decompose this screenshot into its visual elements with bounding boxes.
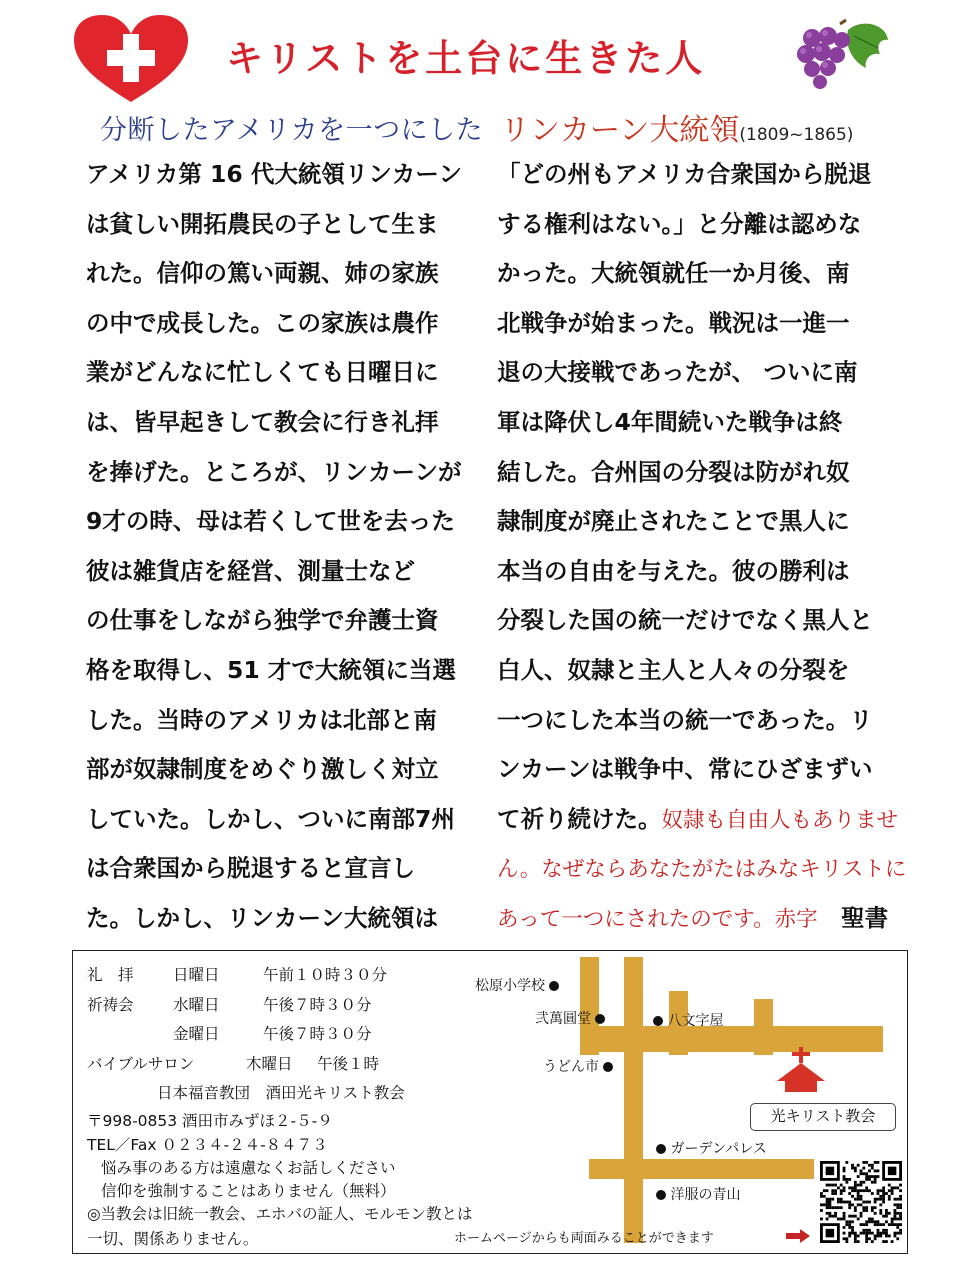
landmark-hachimonjiya: 八文字屋 — [653, 1010, 723, 1030]
prayer-day-1: 水曜日 — [173, 996, 220, 1014]
prayer-day-2: 金曜日 — [173, 1025, 220, 1043]
article-line: 一つにした本当の統一であった。リ — [497, 705, 873, 734]
article-line: 白人、奴隷と主人と人々の分裂を — [497, 655, 850, 684]
note-2: 信仰を強制することはありません（無料） — [101, 1182, 396, 1200]
article-text: て祈り続けた。 — [497, 804, 662, 833]
heart-cross-icon — [72, 14, 190, 104]
article-line: の中で成長した。この家族は農作 — [86, 308, 439, 337]
service-day: 日曜日 — [173, 966, 220, 984]
map-road — [589, 1159, 814, 1179]
page-title: キリストを土台に生きた人 — [226, 37, 706, 80]
prayer-label: 祈祷会 — [87, 996, 134, 1014]
landmark-dot — [653, 1016, 663, 1026]
article-left-column — [86, 150, 476, 944]
article-line: 結した。合州国の分裂は防がれ奴 — [497, 457, 850, 486]
prayer-time-2: 午後７時３０分 — [263, 1025, 372, 1043]
scripture-source: 聖書 — [841, 903, 889, 932]
grapes-icon — [790, 18, 890, 94]
article-line: は貧しい開拓農民の子として生ま — [86, 209, 439, 238]
article-line: していた。しかし、ついに南部7州 — [86, 804, 455, 833]
article-line: は、皆早起きして教会に行き礼拝 — [86, 407, 439, 436]
landmark-nimanendo: 弐萬圓堂 — [535, 1008, 605, 1028]
subtitle-right — [500, 105, 853, 149]
article-line: の仕事をしながら独学で弁護士資 — [86, 606, 439, 635]
address: 〒998-0853 酒田市みずほ２-５-９ — [87, 1112, 333, 1130]
arrow-right-icon — [786, 1229, 810, 1243]
map-road — [589, 1026, 883, 1052]
article-line — [497, 795, 899, 845]
subtitle-name: リンカーン大統領 — [500, 113, 740, 148]
article-line: かった。大統領就任一か月後、南 — [497, 259, 850, 288]
article-line: する権利はない。」と分離は認めな — [497, 209, 862, 238]
article-line: を捧げた。ところが、リンカーンが — [86, 457, 462, 486]
landmark-matsubara: 松原小学校 — [475, 975, 559, 995]
article-line — [497, 844, 907, 894]
service-time: 午前１０時３０分 — [263, 966, 388, 984]
article-line: 北戦争が始まった。戦況は一進一 — [497, 308, 850, 337]
article-line: アメリカ第 16 代大統領リンカーン — [86, 160, 462, 188]
article-line: れた。信仰の篤い両親、姉の家族 — [86, 259, 439, 288]
article-line: た。しかし、リンカーン大統領は — [86, 903, 439, 932]
salon-day: 木曜日 — [246, 1055, 293, 1073]
info-box — [72, 950, 908, 1254]
article-line: 「どの州もアメリカ合衆国から脱退 — [497, 160, 872, 188]
article-line: 彼は雑貨店を経営、測量士など — [86, 556, 415, 585]
map-road — [624, 957, 643, 1243]
tel: TEL／Fax ０２３４-２４-８４７３ — [87, 1136, 328, 1154]
note-4: 一切、関係ありません。 — [87, 1230, 259, 1248]
homepage-note: ホームページからも両面みることができます — [454, 1231, 714, 1246]
salon-time: 午後１時 — [317, 1055, 380, 1073]
landmark-dot — [595, 1014, 605, 1024]
article-line: 退の大接戦であったが、 ついに南 — [497, 358, 858, 387]
landmark-udonichi: うどん市 — [543, 1056, 613, 1076]
prayer-time-1: 午後７時３０分 — [263, 996, 372, 1014]
church-map-label: 光キリスト教会 — [750, 1103, 896, 1131]
service-label: 礼 拝 — [87, 966, 134, 984]
salon-label: バイブルサロン — [87, 1055, 195, 1073]
article-line: 隷制度が廃止されたことで黒人に — [497, 507, 850, 536]
note-1: 悩み事のある方は遠慮なくお話しください — [101, 1159, 396, 1177]
landmark-dot — [656, 1144, 666, 1154]
article-line: 部が奴隷制度をめぐり激しく対立 — [86, 755, 439, 784]
article-line: ンカーンは戦争中、常にひざまずい — [497, 755, 873, 784]
article-line: 業がどんなに忙しくても日曜日に — [86, 358, 439, 387]
landmark-aoyama: 洋服の青山 — [656, 1184, 740, 1204]
scripture-text: あって一つにされたのです。赤字 — [497, 906, 818, 932]
article-line: 9才の時、母は若くして世を去った — [86, 507, 455, 536]
landmark-dot — [656, 1190, 666, 1200]
landmark-dot — [603, 1062, 613, 1072]
article-line: 本当の自由を与えた。彼の勝利は — [497, 556, 850, 585]
article-line: は合衆国から脱退すると宣言し — [86, 854, 415, 883]
landmark-dot — [549, 981, 559, 991]
article-line: 分裂した国の統一だけでなく黒人と — [497, 606, 873, 635]
article-line: した。当時のアメリカは北部と南 — [86, 705, 437, 734]
article-right-column — [497, 150, 907, 944]
qr-code-icon[interactable] — [820, 1161, 902, 1243]
church-name: 日本福音教団 酒田光キリスト教会 — [157, 1084, 405, 1102]
spacer — [818, 904, 842, 932]
scripture-text: 奴隷も自由人もありませ — [661, 807, 899, 833]
scripture-text: ん。なぜならあなたがたはみなキリストに — [497, 857, 907, 883]
subtitle-left: 分断したアメリカを一つにした — [100, 115, 484, 146]
subtitle-years: (1809~1865) — [739, 125, 854, 145]
church-icon — [777, 1047, 827, 1093]
article-line: 軍は降伏し4年間続いた戦争は終 — [497, 407, 843, 436]
note-3: ◎当教会は旧統一教会、エホバの証人、モルモン教とは — [87, 1205, 473, 1223]
article-line — [497, 894, 887, 944]
article-line: 格を取得し、51 才で大統領に当選 — [86, 655, 456, 684]
landmark-garden-palace: ガーデンパレス — [656, 1138, 767, 1158]
